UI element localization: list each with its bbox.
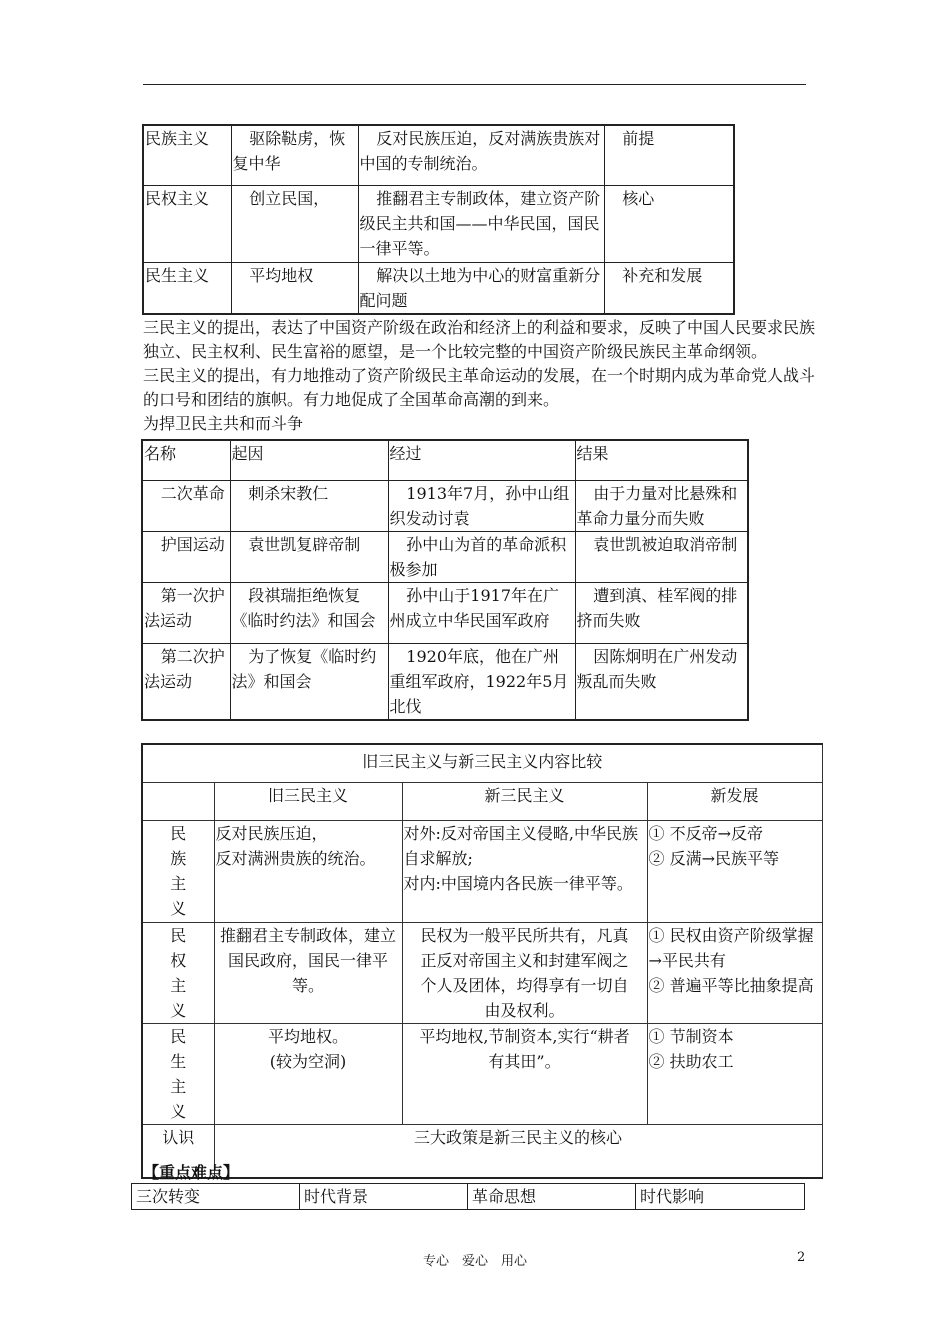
table-row <box>142 531 748 582</box>
cell: 遭到滇、桂军阀的排挤而失败 <box>575 582 748 643</box>
cell-line: ② 普遍平等比抽象提高 <box>648 975 814 995</box>
table-row <box>143 125 734 185</box>
cell-line: 反对满洲贵族的统治。 <box>215 848 376 868</box>
cell: 护国运动 <box>142 531 230 582</box>
cell: 孙中山为首的革命派积极参加 <box>388 531 575 582</box>
table-header-row <box>142 440 748 480</box>
cell-line: ② 扶助农工 <box>648 1051 734 1071</box>
cell-line: 对内:中国境内各民族一律平等。 <box>403 873 633 893</box>
header-cell: 新三民主义 <box>402 782 647 820</box>
cell-line: ② 反满→民族平等 <box>648 848 779 868</box>
header-cell: 时代影响 <box>636 1184 805 1210</box>
cell: 民族主义 <box>142 820 214 922</box>
cell <box>647 1023 822 1124</box>
header-cell: 旧三民主义 <box>214 782 402 820</box>
table-title-row <box>142 744 822 782</box>
table-row <box>142 922 822 1023</box>
table-row <box>143 185 734 262</box>
cell-line: 平均地权。 <box>267 1026 348 1046</box>
cell: 第二次护法运动 <box>142 643 230 720</box>
table-row <box>142 480 748 531</box>
cell: 民权主义 <box>142 922 214 1023</box>
key-points-table <box>131 1183 805 1210</box>
table-row <box>142 582 748 643</box>
cell: 刺杀宋教仁 <box>230 480 388 531</box>
cell <box>214 1023 402 1124</box>
header-rule <box>143 84 806 85</box>
cell: 驱除鞑虏，恢复中华 <box>231 125 358 185</box>
paragraph: 三民主义的提出，表达了中国资产阶级在政治和经济上的利益和要求，反映了中国人民要求民族独立、民主权利、民生富裕的愿望，是一个比较完整的中国资产阶级民族民主革命纲领。 <box>143 318 816 361</box>
cell: 推翻君主专制政体，建立资产阶级民主共和国——中华民国，国民一律平等。 <box>358 185 604 262</box>
cell: 创立民国， <box>231 185 358 262</box>
header-cell: 经过 <box>388 440 575 480</box>
paragraph: 三民主义的提出，有力地推动了资产阶级民主革命运动的发展，在一个时期内成为革命党人战斗的口号和团结的旗帜。有力地促成了全国革命高潮的到来。 <box>143 366 816 409</box>
cell: 认识 <box>142 1124 214 1178</box>
struggle-table <box>141 439 749 721</box>
cell <box>647 820 822 922</box>
cell: 民权主义 <box>143 185 231 262</box>
cell-line: ① 民权由资产阶级掌握→平民共有 <box>648 925 814 970</box>
cell: 二次革命 <box>142 480 230 531</box>
header-cell: 时代背景 <box>300 1184 468 1210</box>
cell: 段祺瑞拒绝恢复《临时约法》和国会 <box>230 582 388 643</box>
cell: 民权为一般平民所共有，凡真正反对帝国主义和封建军阀之个人及团体，均得享有一切自由及权利。 <box>402 922 647 1023</box>
header-cell: 起因 <box>230 440 388 480</box>
cell: 民生主义 <box>142 1023 214 1124</box>
cell: 民生主义 <box>143 262 231 314</box>
table-row <box>142 1124 822 1178</box>
table-title: 旧三民主义与新三民主义内容比较 <box>142 744 822 782</box>
cell: 第一次护法运动 <box>142 582 230 643</box>
table-row <box>142 820 822 922</box>
cell-line: ① 节制资本 <box>648 1026 734 1046</box>
table-row <box>143 262 734 314</box>
cell: 核心 <box>604 185 734 262</box>
cell-line: (较为空洞) <box>269 1051 347 1071</box>
cell: 由于力量对比悬殊和革命力量分而失败 <box>575 480 748 531</box>
cell <box>402 820 647 922</box>
header-cell: 三次转变 <box>132 1184 300 1210</box>
header-cell: 结果 <box>575 440 748 480</box>
section-heading: 【重点难点】 <box>143 1163 240 1182</box>
cell-line: 对外:反对帝国主义侵略,中华民族自求解放; <box>403 823 638 868</box>
cell: 平均地权 <box>231 262 358 314</box>
section-title: 为捍卫民主共和而斗争 <box>143 414 304 433</box>
cell: 三大政策是新三民主义的核心 <box>214 1124 822 1178</box>
cell: 平均地权,节制资本,实行“耕者有其田”。 <box>402 1023 647 1124</box>
comparison-table <box>141 743 823 1179</box>
cell: 民族主义 <box>143 125 231 185</box>
table-row <box>142 1023 822 1124</box>
cell: 孙中山于1917年在广州成立中华民国军政府 <box>388 582 575 643</box>
cell-line: 反对民族压迫， <box>215 823 328 843</box>
cell <box>647 922 822 1023</box>
table-header-row <box>132 1184 805 1210</box>
header-cell: 名称 <box>142 440 230 480</box>
cell: 解决以土地为中心的财富重新分配问题 <box>358 262 604 314</box>
three-principles-table <box>142 124 735 315</box>
cell <box>214 820 402 922</box>
cell: 反对民族压迫，反对满族贵族对中国的专制统治。 <box>358 125 604 185</box>
cell: 补充和发展 <box>604 262 734 314</box>
page-number: 2 <box>797 1250 806 1265</box>
table-header-row <box>142 782 822 820</box>
page-footer: 专心 爱心 用心 <box>422 1254 527 1269</box>
cell: 推翻君主专制政体，建立国民政府，国民一律平等。 <box>214 922 402 1023</box>
header-cell: 新发展 <box>647 782 822 820</box>
header-cell: 革命思想 <box>468 1184 636 1210</box>
cell: 袁世凯被迫取消帝制 <box>575 531 748 582</box>
cell: 因陈炯明在广州发动叛乱而失败 <box>575 643 748 720</box>
header-cell <box>142 782 214 820</box>
cell: 1920年底，他在广州重组军政府，1922年5月北伐 <box>388 643 575 720</box>
cell-line: ① 不反帝→反帝 <box>648 823 763 843</box>
cell: 为了恢复《临时约法》和国会 <box>230 643 388 720</box>
table-row <box>142 643 748 720</box>
cell: 袁世凯复辟帝制 <box>230 531 388 582</box>
cell: 1913年7月，孙中山组织发动讨袁 <box>388 480 575 531</box>
cell: 前提 <box>604 125 734 185</box>
